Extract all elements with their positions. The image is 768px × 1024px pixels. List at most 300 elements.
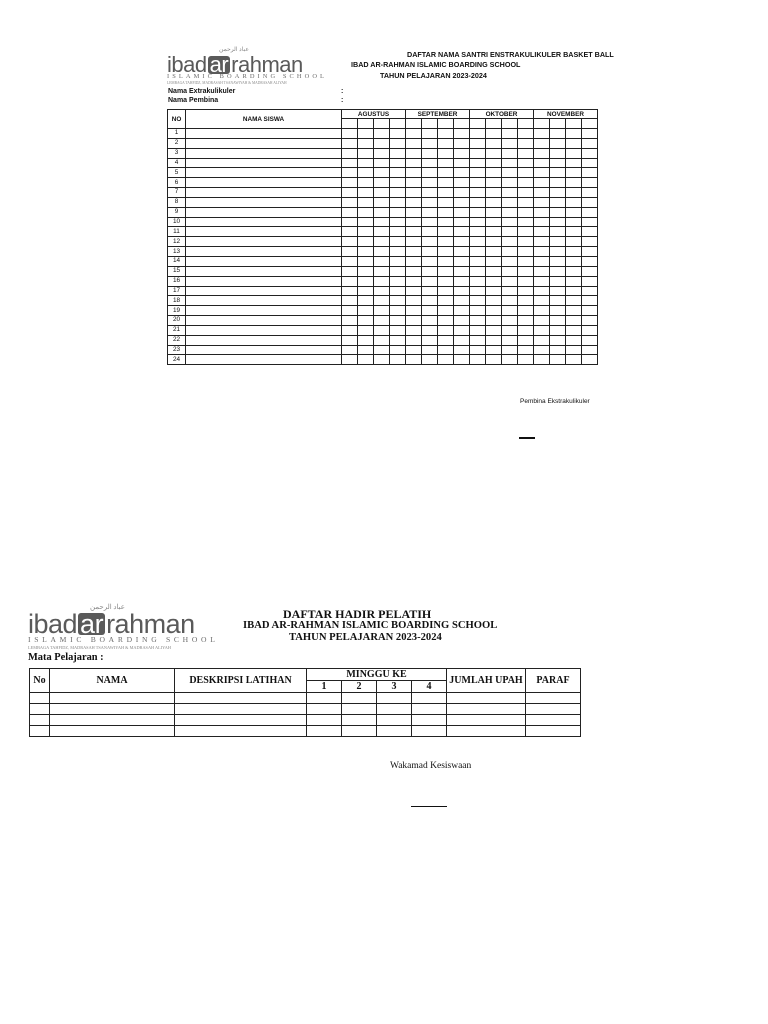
table-row (168, 138, 598, 148)
row-number: 20 (168, 316, 186, 326)
attendance-cell (374, 217, 390, 227)
attendance-cell (566, 306, 582, 316)
attendance-cell (486, 168, 502, 178)
attendance-cell (486, 138, 502, 148)
attendance-cell (502, 227, 518, 237)
row-number: 17 (168, 286, 186, 296)
attendance-cell (406, 325, 422, 335)
attendance-cell (470, 335, 486, 345)
attendance-cell (518, 247, 534, 257)
table-row (168, 335, 598, 345)
table-row (168, 237, 598, 247)
attendance-cell (358, 129, 374, 139)
table-row (30, 693, 581, 704)
week-cell (454, 119, 470, 129)
attendance-cell (342, 355, 358, 365)
attendance-cell (550, 178, 566, 188)
attendance-cell (422, 129, 438, 139)
attendance-cell (374, 178, 390, 188)
logo-tagline: ISLAMIC BOARDING SCHOOL (167, 73, 328, 80)
attendance-cell (374, 335, 390, 345)
attendance-cell (422, 197, 438, 207)
student-name-cell (186, 256, 342, 266)
logo-arabic: عباد الرحمن (219, 47, 249, 53)
student-name-cell (186, 148, 342, 158)
header-description: DESKRIPSI LATIHAN (175, 669, 307, 693)
attendance-cell (374, 197, 390, 207)
attendance-cell (550, 148, 566, 158)
attendance-cell (406, 237, 422, 247)
attendance-cell (534, 276, 550, 286)
attendance-cell (566, 178, 582, 188)
attendance-cell (438, 355, 454, 365)
attendance-cell (518, 335, 534, 345)
attendance-cell (502, 355, 518, 365)
attendance-cell (454, 148, 470, 158)
attendance-cell (550, 325, 566, 335)
attendance-cell (502, 296, 518, 306)
attendance-cell (358, 237, 374, 247)
attendance-cell (374, 188, 390, 198)
attendance-cell (438, 335, 454, 345)
attendance-cell (454, 276, 470, 286)
attendance-cell (422, 217, 438, 227)
attendance-cell (518, 316, 534, 326)
attendance-cell (566, 207, 582, 217)
row-number: 16 (168, 276, 186, 286)
attendance-cell (422, 335, 438, 345)
attendance-cell (358, 148, 374, 158)
attendance-cell (422, 316, 438, 326)
attendance-cell (534, 148, 550, 158)
attendance-cell (534, 178, 550, 188)
attendance-cell (486, 237, 502, 247)
attendance-cell (582, 178, 598, 188)
attendance-cell (486, 296, 502, 306)
attendance-cell (390, 227, 406, 237)
attendance-cell (358, 316, 374, 326)
attendance-cell (358, 286, 374, 296)
table-row (168, 286, 598, 296)
attendance-cell (502, 316, 518, 326)
attendance-cell (566, 158, 582, 168)
attendance-cell (550, 316, 566, 326)
header-month: AGUSTUS (342, 110, 406, 119)
table-row (168, 296, 598, 306)
row-number: 6 (168, 178, 186, 188)
attendance-cell (358, 197, 374, 207)
attendance-cell (454, 168, 470, 178)
attendance-cell (518, 306, 534, 316)
attendance-cell (550, 168, 566, 178)
attendance-cell (374, 306, 390, 316)
attendance-cell (550, 217, 566, 227)
attendance-cell (390, 296, 406, 306)
attendance-cell (342, 286, 358, 296)
attendance-cell (582, 345, 598, 355)
attendance-cell (470, 266, 486, 276)
student-name-cell (186, 197, 342, 207)
attendance-cell (486, 207, 502, 217)
attendance-cell (502, 217, 518, 227)
table-row (168, 345, 598, 355)
week-cell (502, 119, 518, 129)
coach-rows (30, 693, 581, 737)
week-cell (390, 119, 406, 129)
attendance-cell (374, 207, 390, 217)
attendance-cell (406, 168, 422, 178)
attendance-cell (550, 237, 566, 247)
attendance-cell (550, 197, 566, 207)
week-cell (406, 119, 422, 129)
attendance-cell (406, 247, 422, 257)
attendance-cell (374, 345, 390, 355)
attendance-cell (534, 207, 550, 217)
attendance-cell (486, 355, 502, 365)
subject-label: Mata Pelajaran : (28, 652, 104, 663)
attendance-cell (582, 316, 598, 326)
table-row (30, 726, 581, 737)
logo-mark: ar (80, 609, 104, 639)
attendance-cell (406, 316, 422, 326)
attendance-cell (566, 188, 582, 198)
week-number: 4 (412, 681, 447, 693)
attendance-cell (518, 276, 534, 286)
attendance-cell (518, 355, 534, 365)
attendance-cell (454, 306, 470, 316)
attendance-cell (470, 227, 486, 237)
attendance-cell (582, 296, 598, 306)
attendance-cell (582, 138, 598, 148)
attendance-cell (422, 158, 438, 168)
table-row (168, 168, 598, 178)
attendance-cell (518, 168, 534, 178)
attendance-cell (422, 276, 438, 286)
week-cell (470, 119, 486, 129)
attendance-cell (454, 227, 470, 237)
attendance-cell (390, 207, 406, 217)
coach-school-year: TAHUN PELAJARAN 2023-2024 (289, 632, 442, 643)
attendance-cell (550, 227, 566, 237)
attendance-cell (582, 237, 598, 247)
attendance-cell (470, 306, 486, 316)
attendance-cell (454, 129, 470, 139)
attendance-cell (582, 355, 598, 365)
week-number: 1 (307, 681, 342, 693)
attendance-cell (422, 325, 438, 335)
attendance-cell (390, 256, 406, 266)
attendance-cell (422, 148, 438, 158)
attendance-cell (470, 345, 486, 355)
attendance-cell (422, 345, 438, 355)
attendance-cell (534, 247, 550, 257)
attendance-cell (390, 355, 406, 365)
attendance-cell (454, 345, 470, 355)
attendance-cell (518, 138, 534, 148)
attendance-cell (534, 355, 550, 365)
attendance-cell (454, 207, 470, 217)
student-name-cell (186, 266, 342, 276)
attendance-cell (342, 237, 358, 247)
attendance-cell (502, 345, 518, 355)
coach-signature-label: Pembina Ekstrakulikuler (520, 398, 590, 405)
attendance-cell (358, 306, 374, 316)
attendance-cell (534, 227, 550, 237)
attendance-cell (406, 345, 422, 355)
attendance-cell (406, 129, 422, 139)
school-logo-top (167, 46, 329, 88)
logo-tagline: ISLAMIC BOARDING SCHOOL (28, 635, 219, 644)
logo-wordmark: ibad ar rahman (167, 52, 303, 77)
student-name-cell (186, 345, 342, 355)
table-row (168, 256, 598, 266)
attendance-cell (518, 148, 534, 158)
logo-wordmark: ibad ar rahman (28, 609, 195, 639)
attendance-cell (406, 256, 422, 266)
attendance-cell (422, 178, 438, 188)
attendance-cell (534, 188, 550, 198)
student-name-cell (186, 129, 342, 139)
attendance-cell (518, 256, 534, 266)
attendance-cell (518, 188, 534, 198)
attendance-cell (390, 286, 406, 296)
attendance-cell (374, 168, 390, 178)
attendance-cell (358, 178, 374, 188)
table-row (168, 129, 598, 139)
attendance-cell (342, 168, 358, 178)
attendance-cell (390, 335, 406, 345)
logo-subline: LEMBAGA TAHFIDZ, MADRASAH TSANAWIYAH & MADRASAH ALIYAH (167, 81, 287, 85)
attendance-cell (454, 247, 470, 257)
attendance-cell (582, 227, 598, 237)
header-month: OKTOBER (470, 110, 534, 119)
vice-principal-signature-line (411, 806, 447, 807)
attendance-cell (534, 197, 550, 207)
header-signature: PARAF (526, 669, 581, 693)
week-cell (374, 119, 390, 129)
attendance-cell (374, 247, 390, 257)
attendance-cell (342, 138, 358, 148)
attendance-cell (582, 247, 598, 257)
attendance-cell (518, 178, 534, 188)
attendance-cell (454, 237, 470, 247)
attendance-cell (390, 345, 406, 355)
attendance-cell (550, 129, 566, 139)
attendance-cell (486, 276, 502, 286)
header-no: No (30, 669, 50, 693)
attendance-cell (470, 355, 486, 365)
student-name-cell (186, 207, 342, 217)
attendance-cell (454, 325, 470, 335)
header-no: NO (168, 110, 186, 129)
student-name-cell (186, 178, 342, 188)
row-number: 4 (168, 158, 186, 168)
attendance-cell (582, 148, 598, 158)
attendance-cell (438, 188, 454, 198)
attendance-cell (358, 335, 374, 345)
attendance-cell (422, 296, 438, 306)
attendance-cell (342, 276, 358, 286)
attendance-cell (470, 138, 486, 148)
attendance-cell (502, 158, 518, 168)
attendance-cell (358, 207, 374, 217)
attendance-cell (342, 148, 358, 158)
attendance-cell (470, 325, 486, 335)
attendance-cell (406, 227, 422, 237)
attendance-cell (406, 148, 422, 158)
attendance-cell (358, 188, 374, 198)
week-cell (342, 119, 358, 129)
coach-school-name: IBAD AR-RAHMAN ISLAMIC BOARDING SCHOOL (243, 620, 498, 631)
header-month: NOVEMBER (534, 110, 598, 119)
attendance-cell (534, 217, 550, 227)
attendance-cell (406, 296, 422, 306)
attendance-cell (358, 345, 374, 355)
table-row (30, 715, 581, 726)
row-number: 5 (168, 168, 186, 178)
attendance-cell (566, 227, 582, 237)
attendance-cell (502, 168, 518, 178)
attendance-cell (550, 188, 566, 198)
student-name-cell (186, 138, 342, 148)
student-name-cell (186, 276, 342, 286)
attendance-cell (342, 256, 358, 266)
attendance-cell (422, 207, 438, 217)
attendance-cell (438, 197, 454, 207)
attendance-cell (550, 256, 566, 266)
attendance-cell (534, 266, 550, 276)
attendance-cell (406, 335, 422, 345)
attendance-cell (390, 247, 406, 257)
attendance-cell (374, 266, 390, 276)
attendance-cell (406, 306, 422, 316)
attendance-cell (566, 286, 582, 296)
attendance-cell (582, 207, 598, 217)
attendance-cell (518, 286, 534, 296)
attendance-cell (390, 197, 406, 207)
attendance-cell (566, 247, 582, 257)
attendance-cell (566, 266, 582, 276)
attendance-cell (390, 148, 406, 158)
row-number: 8 (168, 197, 186, 207)
attendance-cell (582, 129, 598, 139)
table-row (168, 158, 598, 168)
attendance-cell (582, 188, 598, 198)
table-row (168, 188, 598, 198)
attendance-cell (342, 335, 358, 345)
week-cell (486, 119, 502, 129)
attendance-cell (470, 296, 486, 306)
attendance-cell (438, 217, 454, 227)
attendance-cell (534, 296, 550, 306)
school-logo-bottom (28, 603, 220, 653)
attendance-cell (486, 247, 502, 257)
attendance-cell (502, 266, 518, 276)
attendance-cell (550, 207, 566, 217)
logo-subline: LEMBAGA TAHFIDZ, MADRASAH TSANAWIYAH & MADRASAH ALIYAH (28, 645, 171, 650)
attendance-cell (374, 276, 390, 286)
attendance-cell (454, 188, 470, 198)
attendance-cell (438, 148, 454, 158)
attendance-cell (390, 168, 406, 178)
attendance-cell (454, 266, 470, 276)
attendance-cell (534, 237, 550, 247)
attendance-cell (358, 138, 374, 148)
attendance-cell (374, 158, 390, 168)
week-cell (438, 119, 454, 129)
attendance-cell (518, 129, 534, 139)
table-row (168, 178, 598, 188)
attendance-cell (502, 138, 518, 148)
attendance-cell (438, 266, 454, 276)
attendance-cell (566, 335, 582, 345)
attendance-cell (470, 178, 486, 188)
attendance-cell (502, 188, 518, 198)
attendance-cell (406, 207, 422, 217)
attendance-cell (470, 276, 486, 286)
attendance-cell (486, 316, 502, 326)
student-name-cell (186, 355, 342, 365)
attendance-cell (454, 316, 470, 326)
row-number: 13 (168, 247, 186, 257)
attendance-cell (358, 256, 374, 266)
attendance-cell (534, 138, 550, 148)
attendance-cell (406, 138, 422, 148)
attendance-cell (486, 345, 502, 355)
attendance-cell (566, 168, 582, 178)
attendance-cell (470, 256, 486, 266)
attendance-cell (470, 286, 486, 296)
attendance-cell (582, 168, 598, 178)
row-number: 15 (168, 266, 186, 276)
attendance-cell (550, 138, 566, 148)
attendance-cell (470, 207, 486, 217)
attendance-cell (374, 286, 390, 296)
row-number: 3 (168, 148, 186, 158)
attendance-cell (454, 286, 470, 296)
student-name-cell (186, 316, 342, 326)
table-row (168, 266, 598, 276)
table-row (168, 306, 598, 316)
attendance-cell (438, 168, 454, 178)
attendance-cell (518, 325, 534, 335)
row-number: 18 (168, 296, 186, 306)
student-name-cell (186, 217, 342, 227)
attendance-cell (502, 237, 518, 247)
attendance-cell (342, 217, 358, 227)
attendance-cell (550, 247, 566, 257)
attendance-cell (518, 227, 534, 237)
attendance-cell (374, 138, 390, 148)
table-row (168, 207, 598, 217)
student-name-cell (186, 227, 342, 237)
attendance-cell (454, 296, 470, 306)
attendance-cell (470, 158, 486, 168)
attendance-cell (374, 227, 390, 237)
attendance-cell (438, 325, 454, 335)
attendance-cell (566, 325, 582, 335)
attendance-cell (502, 256, 518, 266)
week-cell (534, 119, 550, 129)
attendance-cell (470, 247, 486, 257)
attendance-cell (438, 227, 454, 237)
attendance-cell (406, 158, 422, 168)
header-month: SEPTEMBER (406, 110, 470, 119)
attendance-cell (470, 237, 486, 247)
attendance-cell (454, 138, 470, 148)
row-number: 22 (168, 335, 186, 345)
attendance-cell (502, 148, 518, 158)
